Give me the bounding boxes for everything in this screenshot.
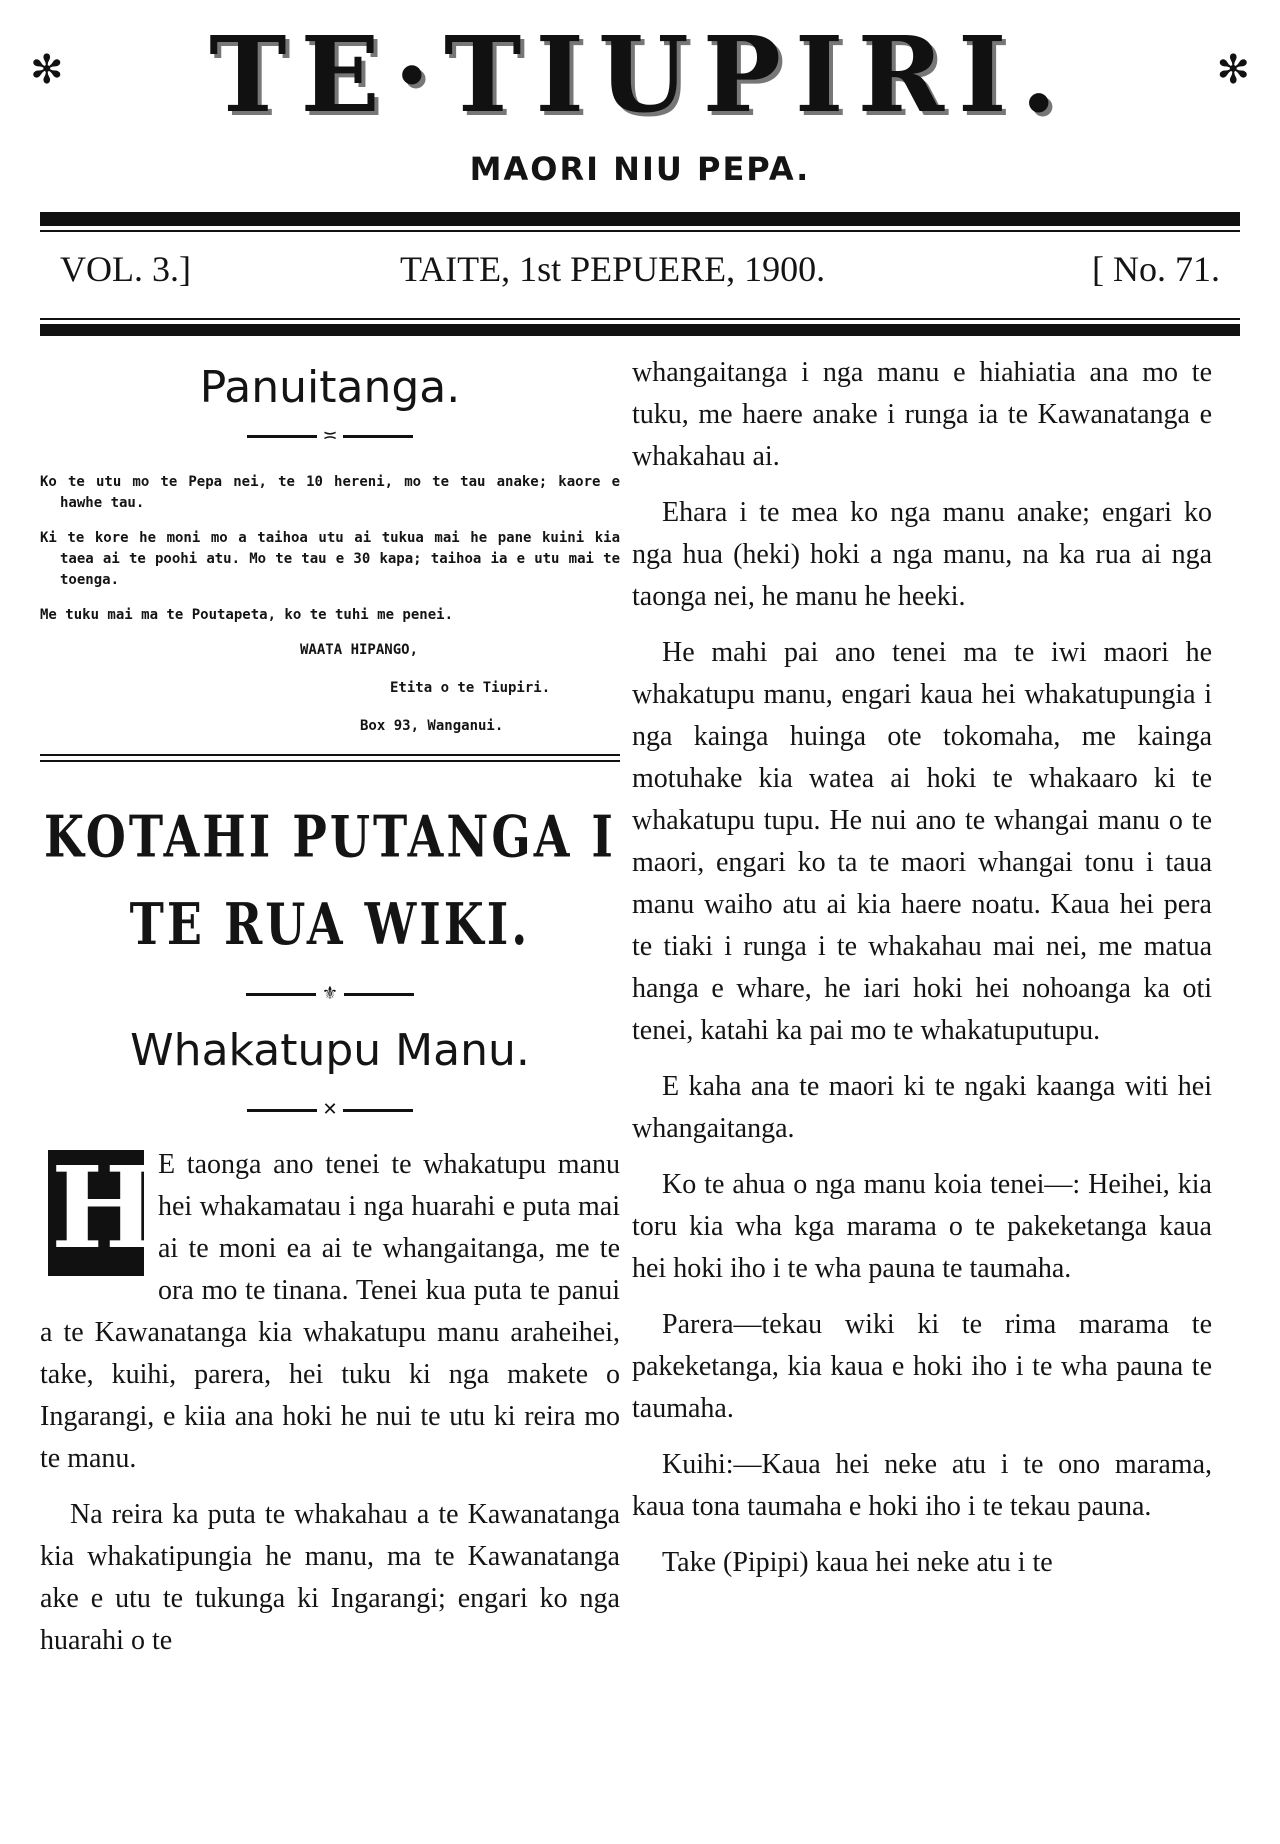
drop-cap: H <box>48 1150 144 1276</box>
article-paragraph: Ehara i te mea ko nga manu anake; engari ko nga hua (heki) hoki a nga manu, na ka rua ai nga taonga nei, he manu he heeki. <box>632 497 1212 612</box>
volume-label: VOL. 3.] <box>60 249 191 289</box>
notice-title: Panuitanga. <box>199 362 461 413</box>
article-paragraph: E kaha ana te maori ki te ngaki kaanga witi hei whangaitanga. <box>632 1071 1212 1144</box>
ornament-divider-icon: ⚜ <box>40 984 620 1004</box>
article-paragraph: Parera—tekau wiki ki te rima marama te pakeketanga, kia kaua e hoki iho i te wha pauna te taumaha. <box>632 1309 1212 1424</box>
editor-name: WAATA HIPANGO, <box>300 642 419 658</box>
ornament-divider-icon: ≍ <box>40 426 620 446</box>
notice-paragraph: Me tuku mai ma te Poutapeta, ko te tuhi me penei. <box>40 607 454 623</box>
notice-paragraph: Ko te utu mo te Pepa nei, te 10 hereni, mo te tau anake; kaore e hawhe tau. <box>40 474 620 511</box>
issue-number: [ No. 71. <box>1092 249 1220 289</box>
newspaper-title: TE·TIUPIRI. <box>209 13 1071 136</box>
article-title: Whakatupu Manu. <box>130 1025 530 1076</box>
article-paragraph: Kuihi:—Kaua hei neke atu i te ono marama, kaua tona taumaha e hoki iho i te tekau pauna. <box>632 1449 1212 1522</box>
article-paragraph: Ko te ahua o nga manu koia tenei—: Heihei, kia toru kia wha kga marama o te pakeketanga kaua hei hoki iho i te wha pauna te taumaha. <box>632 1169 1212 1284</box>
section-divider <box>40 754 620 756</box>
dateline-rule <box>40 324 1240 336</box>
editor-address: Box 93, Wanganui. <box>360 718 504 734</box>
section-divider <box>40 760 620 762</box>
left-column <box>40 352 620 1676</box>
issue-date: TAITE, 1st PEPUERE, 1900. <box>400 249 826 289</box>
article-paragraph: whangaitanga i nga manu e hiahiatia ana mo te tuku, me haere anake i runga ia te Kawanatanga e whakahau ai. <box>632 357 1212 472</box>
dateline-rule-thin <box>40 318 1240 320</box>
article-paragraph: Take (Pipipi) kaua hei neke atu i te <box>662 1547 1053 1578</box>
masthead-rule-thin <box>40 230 1240 232</box>
newspaper-subtitle: MAORI NIU PEPA. <box>469 150 811 188</box>
masthead-rule <box>40 212 1240 226</box>
dateline <box>60 248 1220 298</box>
article-paragraph: Na reira ka puta te whakahau a te Kawanatanga kia whakatipungia he manu, ma te Kawanatanga ake e utu te tukunga ki Ingarangi; engari ko nga huarahi o te <box>40 1499 620 1656</box>
notice-paragraph: Ki te kore he moni mo a taihoa utu ai tukua mai he pane kuini kia taea ai te poohi atu. Mo te tau e 30 kapa; taihoa ia e utu mai te toenga. <box>40 530 620 588</box>
article-paragraph: He mahi pai ano tenei ma te iwi maori he whakatupu manu, engari kaua hei whakatupungia i nga kainga huinga ote tokomaha, me kainga motuhake kia watea ai hoki te whakaaro ki te whakatupu tupu. He nui ano te whangai manu o te maori, engari ko ta te maori whangai tonu i taua manu waiho atu ai kia haere noatu. Kaua hei pera te tiaki i runga i te whakahau mai nei, me matua hanga e whare, he iari hoki hei nohoanga ka oti tenei, katahi ka pai mo te whakatuputupu. <box>632 637 1212 1046</box>
asterisk-ornament-icon: ✻ <box>30 47 64 93</box>
editor-title: Etita o te Tiupiri. <box>390 680 551 696</box>
ornament-divider-icon: ✕ <box>40 1100 620 1120</box>
headline: KOTAHI PUTANGA I TE RUA WIKI. <box>44 802 616 958</box>
masthead <box>30 13 1250 136</box>
right-column <box>632 352 1212 1598</box>
article-paragraph: H E taonga ano tenei te whakatupu manu hei whakamatau i nga huarahi e puta mai ai te moni ea ai te whangaitanga, me te ora mo te tinana. Tenei kua puta te panui a te Kawanatanga kia whakatupu manu araheihei, take, kuihi, parera, hei tuku ki nga makete o Ingarangi, e kiia ana hoki he nui te utu ki reira mo te manu. <box>40 1143 620 1474</box>
asterisk-ornament-icon: ✻ <box>1216 47 1250 93</box>
